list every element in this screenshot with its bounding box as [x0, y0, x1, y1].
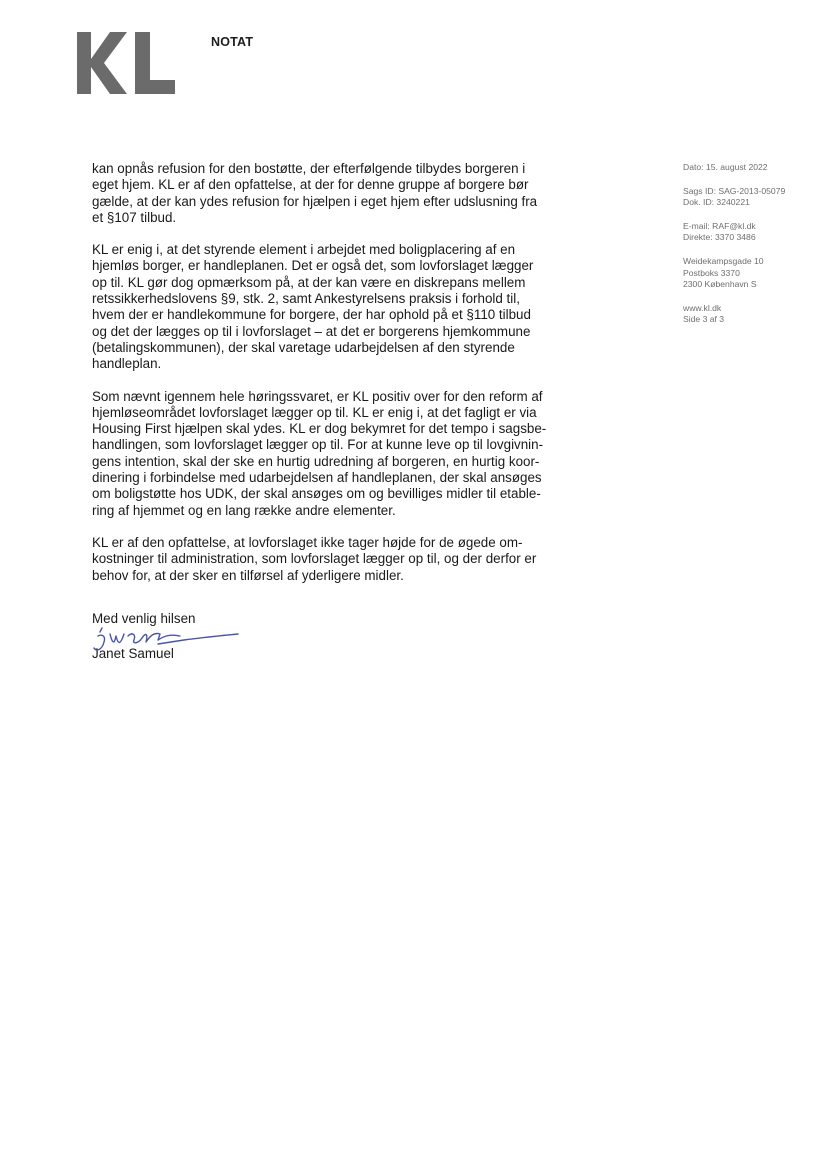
body-line: handlingen, som lovforslaget lægger op til. For at kunne leve op til lovgivnin-: [92, 437, 544, 453]
address-line: Postboks 3370: [683, 267, 740, 278]
letter-body: [92, 161, 572, 600]
contact-group: [683, 221, 823, 244]
body-line: om boligstøtte hos UDK, der skal ansøges om og bevilliges midler til etable-: [92, 486, 541, 502]
kl-logo-k-icon: [77, 32, 127, 94]
body-line: behov for, at der sker en tilførsel af yderligere midler.: [92, 567, 404, 583]
date-text: Dato: 15. august 2022: [683, 162, 768, 172]
body-line: retssikkerhedslovens §9, stk. 2, samt Ankestyrelsens praksis i forhold til,: [92, 291, 520, 307]
address-line: 2300 København S: [683, 279, 757, 290]
website-text: www.kl.dk: [683, 302, 722, 313]
body-line: gens intention, skal der ske en hurtig udredning af borgeren, en hurtig koor-: [92, 453, 540, 469]
kl-logo: [77, 32, 175, 94]
kl-logo-l-icon: [135, 32, 175, 94]
body-line: ring af hjemmet og en lang række andre elementer.: [92, 502, 396, 518]
address-line: Weidekampsgade 10: [683, 255, 764, 266]
doc-id-text: Dok. ID: 3240221: [683, 197, 750, 208]
body-line: et §107 tilbud.: [92, 209, 177, 225]
case-group: [683, 186, 823, 209]
body-line: KL er af den opfattelse, at lovforslaget ikke tager højde for de øgede om-: [92, 534, 523, 550]
case-id-text: Sags ID: SAG-2013-05079: [683, 185, 786, 196]
email-text: E-mail: RAF@kl.dk: [683, 220, 756, 231]
handwritten-signature-icon: [88, 622, 248, 662]
date-group: [683, 162, 823, 174]
body-line: (betalingskommunen), der skal varetage udarbejdelsen af den styrende: [92, 339, 515, 355]
web-group: [683, 303, 823, 326]
signer-name: Janet Samuel: [92, 646, 174, 661]
body-line: KL er enig i, at det styrende element i arbejdet med boligplacering af en: [92, 242, 516, 258]
direct-phone-text: Direkte: 3370 3486: [683, 232, 756, 243]
address-group: [683, 256, 823, 291]
body-line: kan opnås refusion for den bostøtte, der efterfølgende tilbydes borgeren i: [92, 161, 526, 176]
body-line: og det der lægges op til i lovforslaget – at det er borgerens hjemkommune: [92, 323, 531, 339]
paragraph-4: [92, 535, 572, 584]
closing-greeting: Med venlig hilsen: [92, 611, 196, 626]
body-line: hvem der er handlekommune for borgere, der har ophold på et §110 tilbud: [92, 307, 531, 323]
body-line: hjemløs borger, er handleplanen. Det er også det, som lovforslaget lægger: [92, 258, 534, 274]
body-line: kostninger til administration, som lovforslaget lægger op til, og der derfor er: [92, 551, 537, 567]
paragraph-3: [92, 389, 572, 519]
document-type-label: NOTAT: [211, 35, 254, 49]
body-line: gælde, at der kan ydes refusion for hjælpen i eget hjem efter udslusning fra: [92, 193, 538, 209]
body-line: dinering i forbindelse med udarbejdelsen af handleplanen, der skal ansøges: [92, 470, 542, 486]
paragraph-2: [92, 242, 572, 372]
body-line: Housing First hjælpen skal ydes. KL er dog bekymret for det tempo i sagsbe-: [92, 421, 547, 437]
body-line: Som nævnt igennem hele høringssvaret, er KL positiv over for den reform af: [92, 388, 543, 404]
body-line: hjemløseområdet lovforslaget lægger op til. KL er enig i, at det fagligt er via: [92, 404, 537, 420]
body-line: eget hjem. KL er af den opfattelse, at der for denne gruppe af borgere bør: [92, 177, 529, 193]
body-line: op til. KL gør dog opmærksom på, at der kan være en diskrepans mellem: [92, 274, 526, 290]
page-number-text: Side 3 af 3: [683, 314, 725, 325]
paragraph-1: [92, 161, 572, 226]
sidebar-metadata: [683, 162, 823, 338]
body-line: handleplan.: [92, 356, 162, 372]
